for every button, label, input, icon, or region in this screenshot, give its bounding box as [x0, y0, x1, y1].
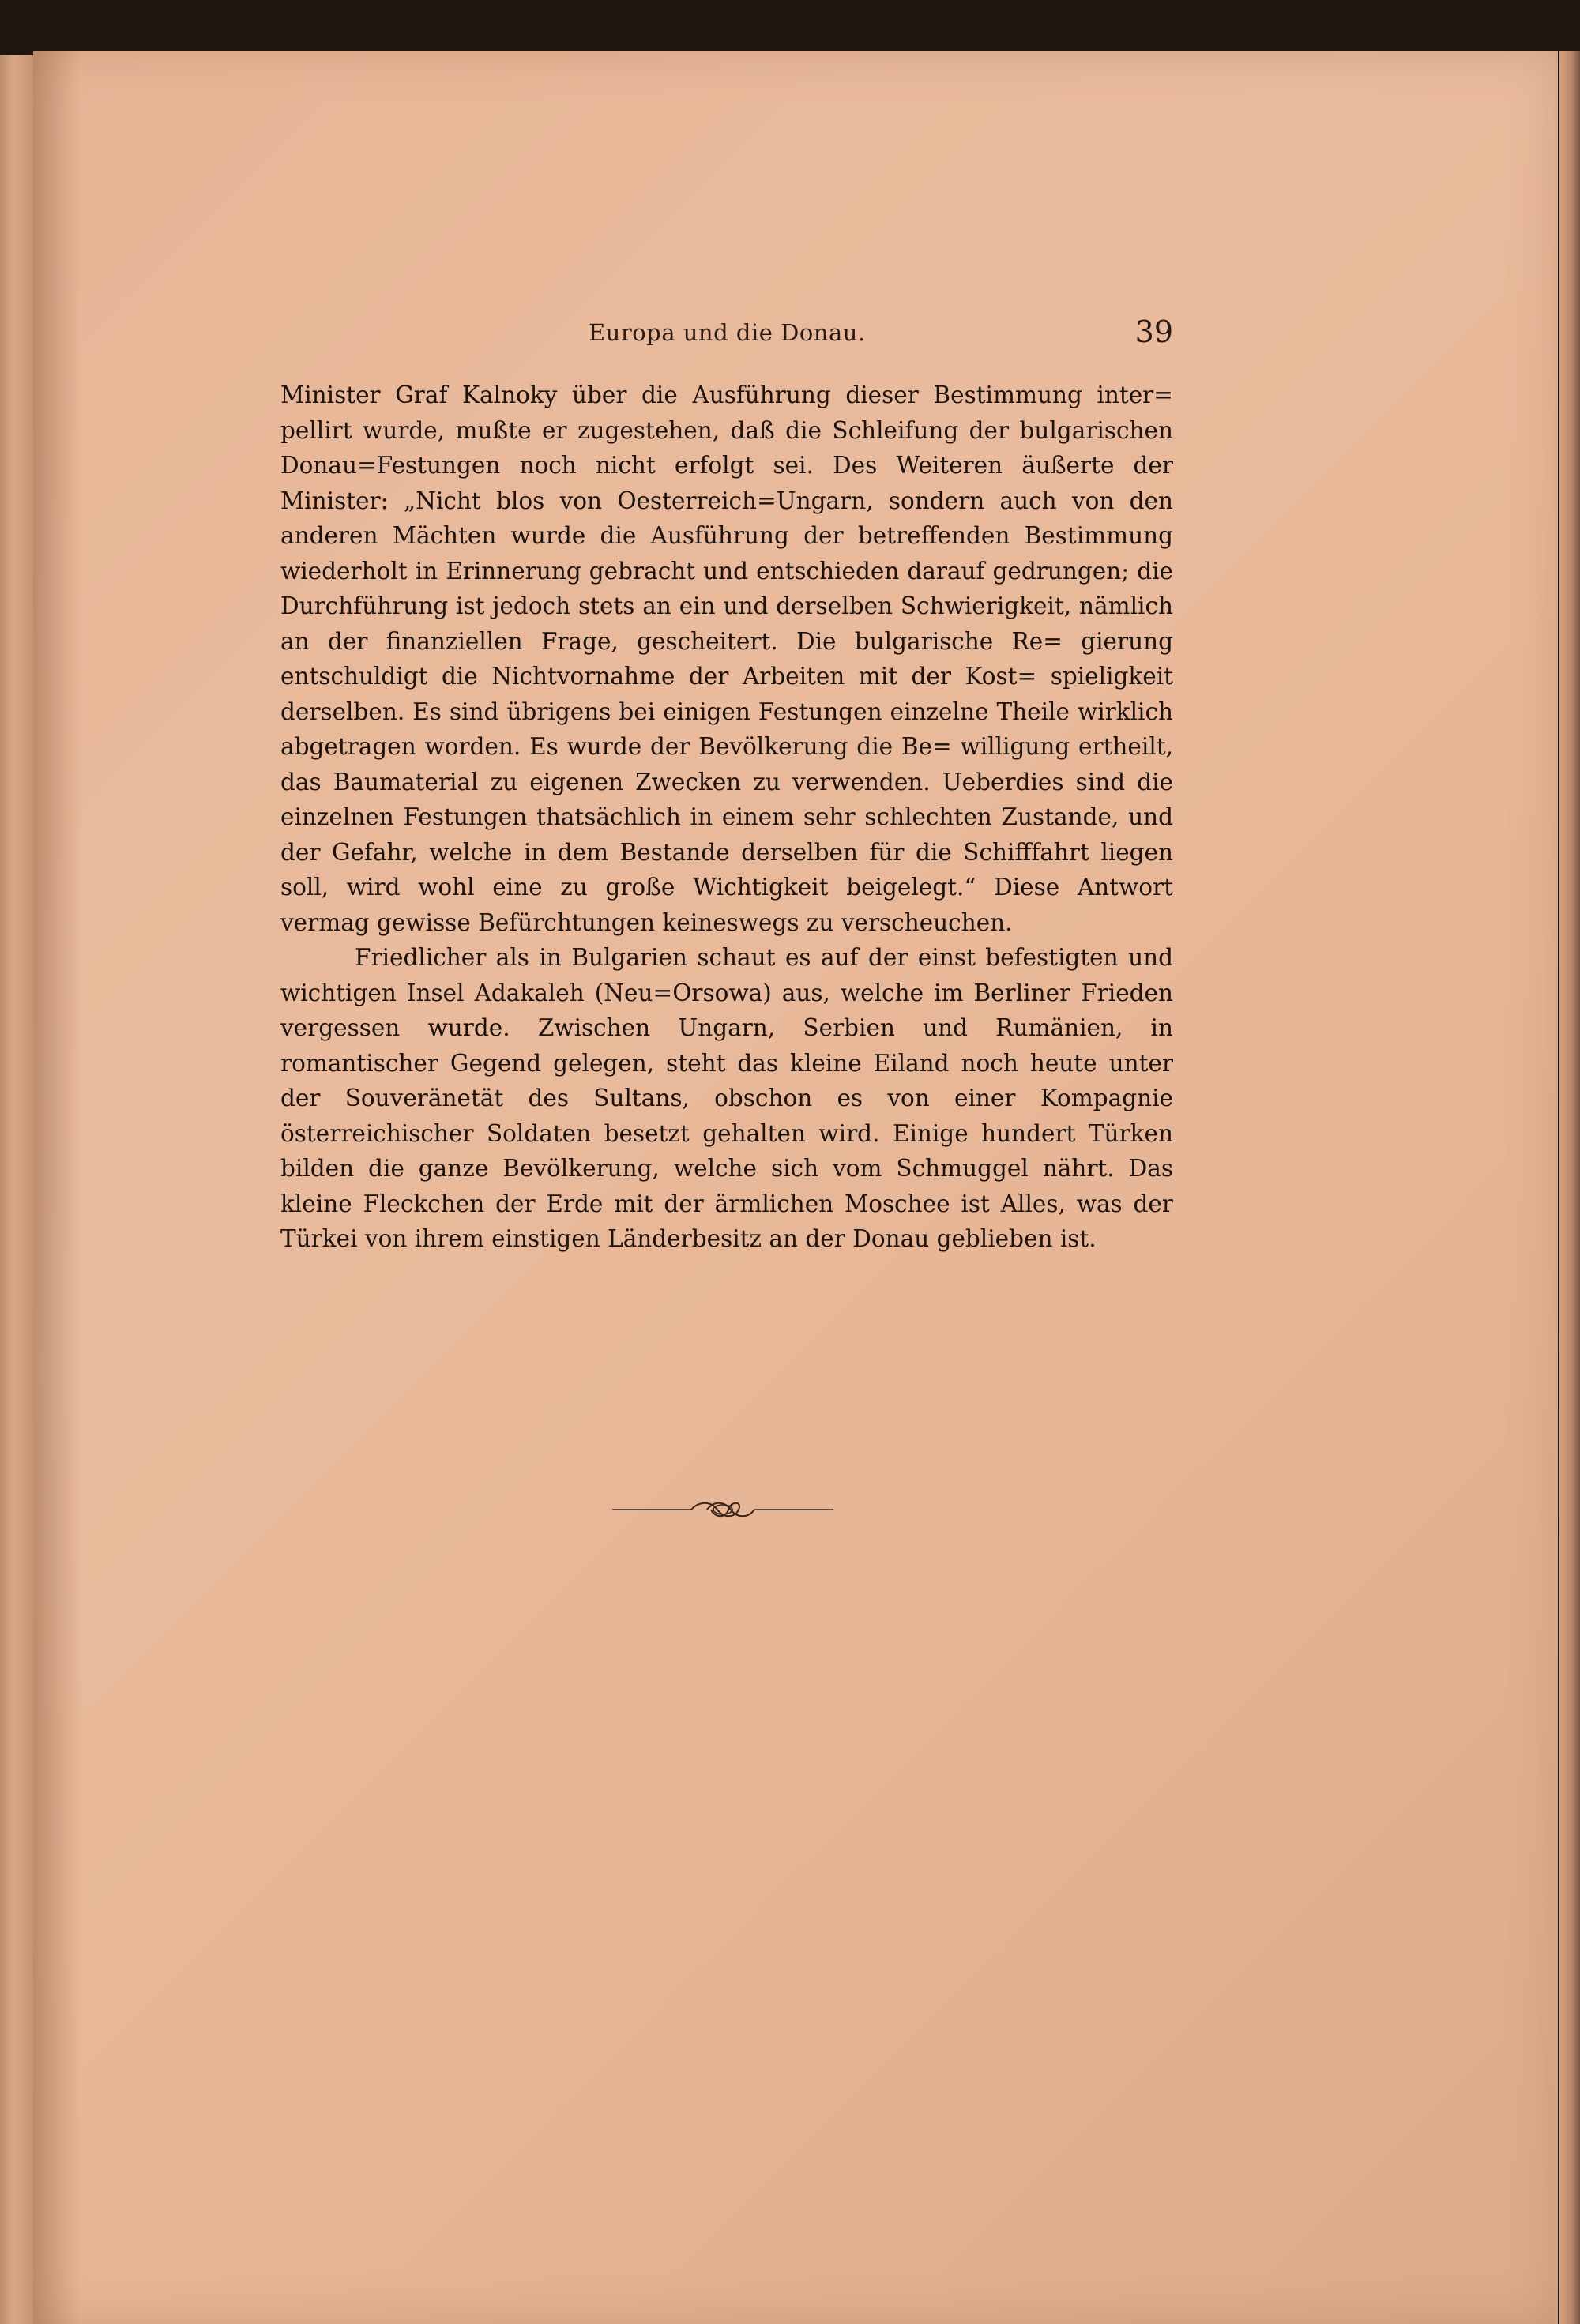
- gutter-shadow: [33, 51, 81, 2324]
- left-page-edge: [0, 55, 33, 2324]
- page-number: 39: [1134, 314, 1173, 349]
- body-text: [280, 378, 1173, 1257]
- paragraph: Minister Graf Kalnoky über die Ausführung dieser Bestimmung inter= pellirt wurde, mußte er zugestehen, daß die Schleifung der bulgarischen Donau=Festungen noch nicht erfolgt sei. Des Weiteren äußerte der Minister: „Nicht blos von Oesterreich=Ungarn, sondern auch von den anderen Mächten wurde die Ausführung der betreffenden Bestimmung wiederholt in Erinnerung gebracht und entschieden darauf gedrungen; die Durchführung ist jedoch stets an ein und derselben Schwierigkeit, nämlich an der finanziellen Frage, gescheitert. Die bulgarische Re= gierung entschuldigt die Nichtvornahme der Arbeiten mit der Kost= spieligkeit derselben. Es sind übrigens bei einigen Festungen einzelne Theile wirklich abgetragen worden. Es wurde der Bevölkerung die Be= willigung ertheilt, das Baumaterial zu eigenen Zwecken zu verwenden. Ueberdies sind die einzelnen Festungen thatsächlich in einem sehr schlechten Zustande, und der Gefahr, welche in dem Bestande derselben für die Schifffahrt liegen soll, wird wohl eine zu große Wichtigkeit beigelegt.“ Diese Antwort vermag gewisse Befürchtungen keineswegs zu verscheuchen.: [280, 382, 1173, 936]
- running-head: [280, 314, 1173, 359]
- paragraph: Friedlicher als in Bulgarien schaut es auf der einst befestigten und wichtigen Insel Adakaleh (Neu=Orsowa) aus, welche im Berliner Frieden vergessen wurde. Zwischen Ungarn, Serbien und Rumänien, in romantischer Gegend gelegen, steht das kleine Eiland noch heute unter der Souveränetät des Sultans, obschon es von einer Kompagnie österreichischer Soldaten besetzt gehalten wird. Einige hundert Türken bilden die ganze Bevölkerung, welche sich vom Schmuggel nährt. Das kleine Fleckchen der Erde mit der ärmlichen Moschee ist Alles, was der Türkei von ihrem einstigen Länderbesitz an der Donau geblieben ist.: [280, 944, 1173, 1252]
- right-page-edges: [1559, 51, 1580, 2324]
- running-title: Europa und die Donau.: [589, 319, 866, 346]
- ornamental-divider-icon: [612, 1498, 833, 1521]
